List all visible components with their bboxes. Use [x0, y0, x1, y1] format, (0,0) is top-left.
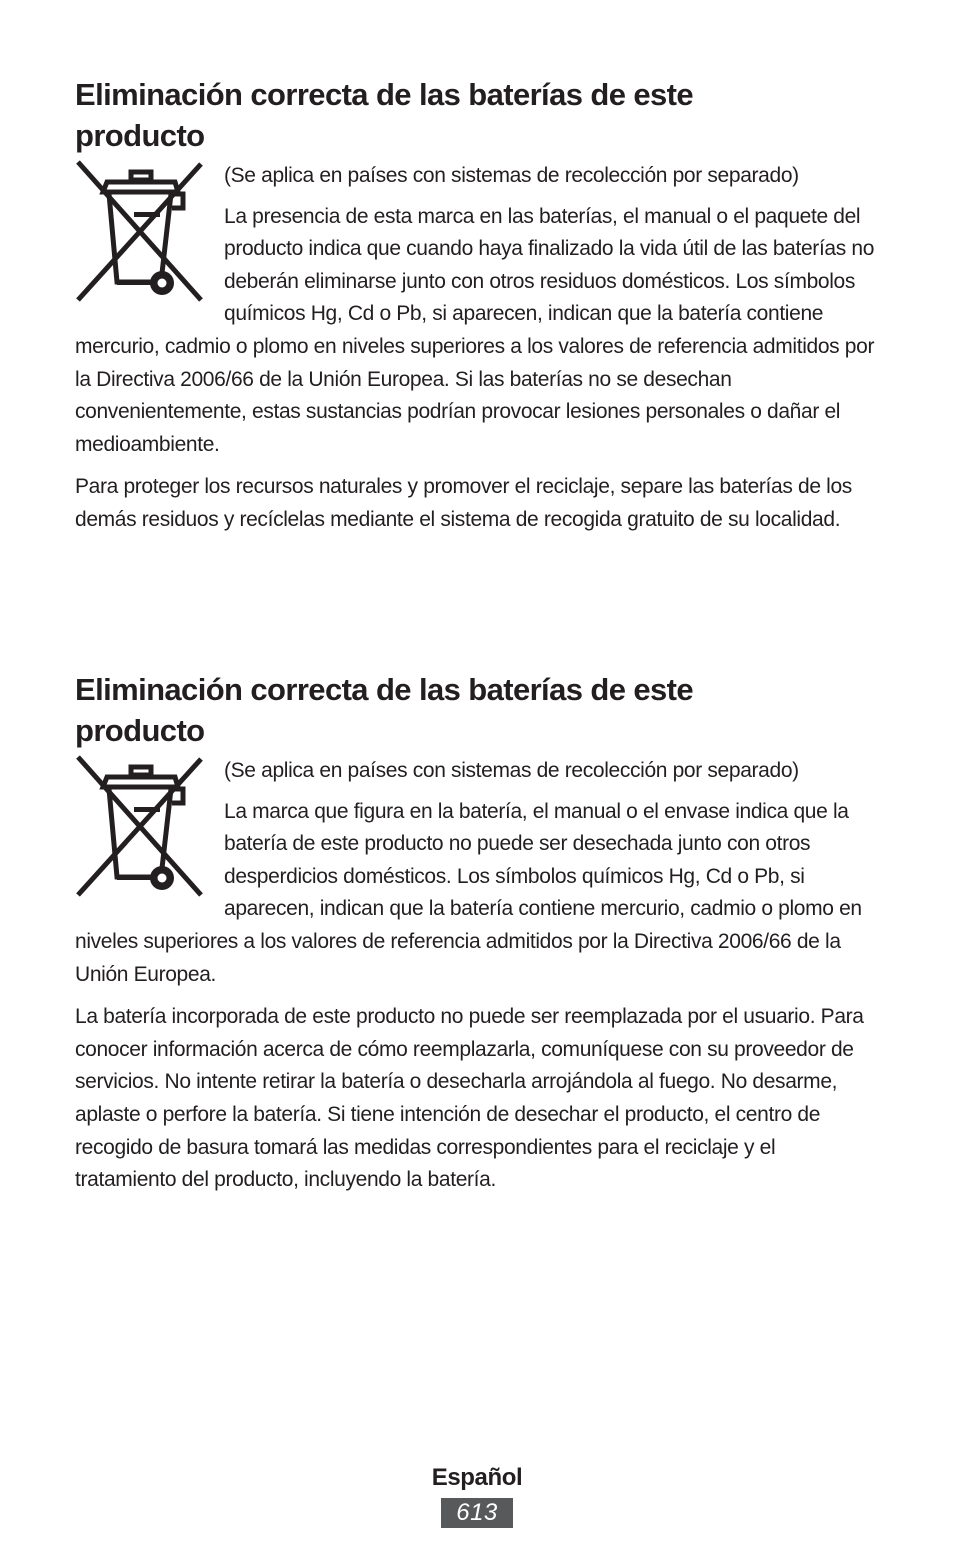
- heading-line-1: Eliminación correcta de las baterías de este: [75, 672, 694, 707]
- section-heading: [75, 669, 875, 751]
- heading-line-1: Eliminación correcta de las baterías de este: [75, 77, 694, 112]
- section-body: [75, 160, 875, 537]
- section-heading: [75, 74, 875, 156]
- body-paragraph: La presencia de esta marca en las baterías, el manual o el paquete del producto indica que cuando haya finalizado la vida útil de las baterías no deberán eliminarse junto con otros residuos domésticos. Los símbolos químicos Hg, Cd o Pb, si aparecen, indican que la batería contiene mercurio, cadmio o plomo en niveles superiores a los valores de referencia admitidos por la Directiva 2006/66 de la Unión Europea. Si las baterías no se desechan convenientemente, estas sustancias podrían provocar lesiones personales o dañar el medioambiente.: [75, 204, 875, 456]
- heading-line-2: producto: [75, 713, 205, 748]
- body-paragraph: Para proteger los recursos naturales y promover el reciclaje, separe las baterías de los demás residuos y recíclelas mediante el sistema de recogida gratuito de su localidad.: [75, 475, 852, 531]
- footer-language: Español: [431, 1464, 523, 1491]
- heading-line-2: producto: [75, 118, 205, 153]
- disposal-section-1: [75, 74, 875, 547]
- crossed-out-wheelie-bin-icon: [75, 751, 205, 901]
- body-paragraph: La batería incorporada de este producto no puede ser reemplazada por el usuario. Para conocer información acerca de cómo reemplazarla, comuníquese con su proveedor de servicios. No intente retirar la batería o desecharla arrojándola al fuego. No desarme, aplaste o perfore la batería. Si tiene intención de desechar el producto, el centro de recogido de basura tomará las medidas correspondientes para el reciclaje y el tratamiento del producto, incluyendo la batería.: [75, 1005, 864, 1192]
- disposal-section-2: [75, 669, 875, 1207]
- section-body: [75, 755, 875, 1197]
- page-footer: [0, 1462, 954, 1528]
- crossed-out-wheelie-bin-icon: [75, 156, 205, 306]
- page-number: 613: [441, 1498, 513, 1528]
- scope-note: (Se aplica en países con sistemas de recolección por separado): [224, 759, 799, 782]
- body-paragraph: La marca que figura en la batería, el manual o el envase indica que la batería de este producto no puede ser desechada junto con otros desperdicios domésticos. Los símbolos químicos Hg, Cd o Pb, si aparecen, indican que la batería contiene mercurio, cadmio o plomo en niveles superiores a los valores de referencia admitidos por la Directiva 2006/66 de la Unión Europea.: [75, 799, 862, 986]
- scope-note: (Se aplica en países con sistemas de recolección por separado): [224, 164, 799, 187]
